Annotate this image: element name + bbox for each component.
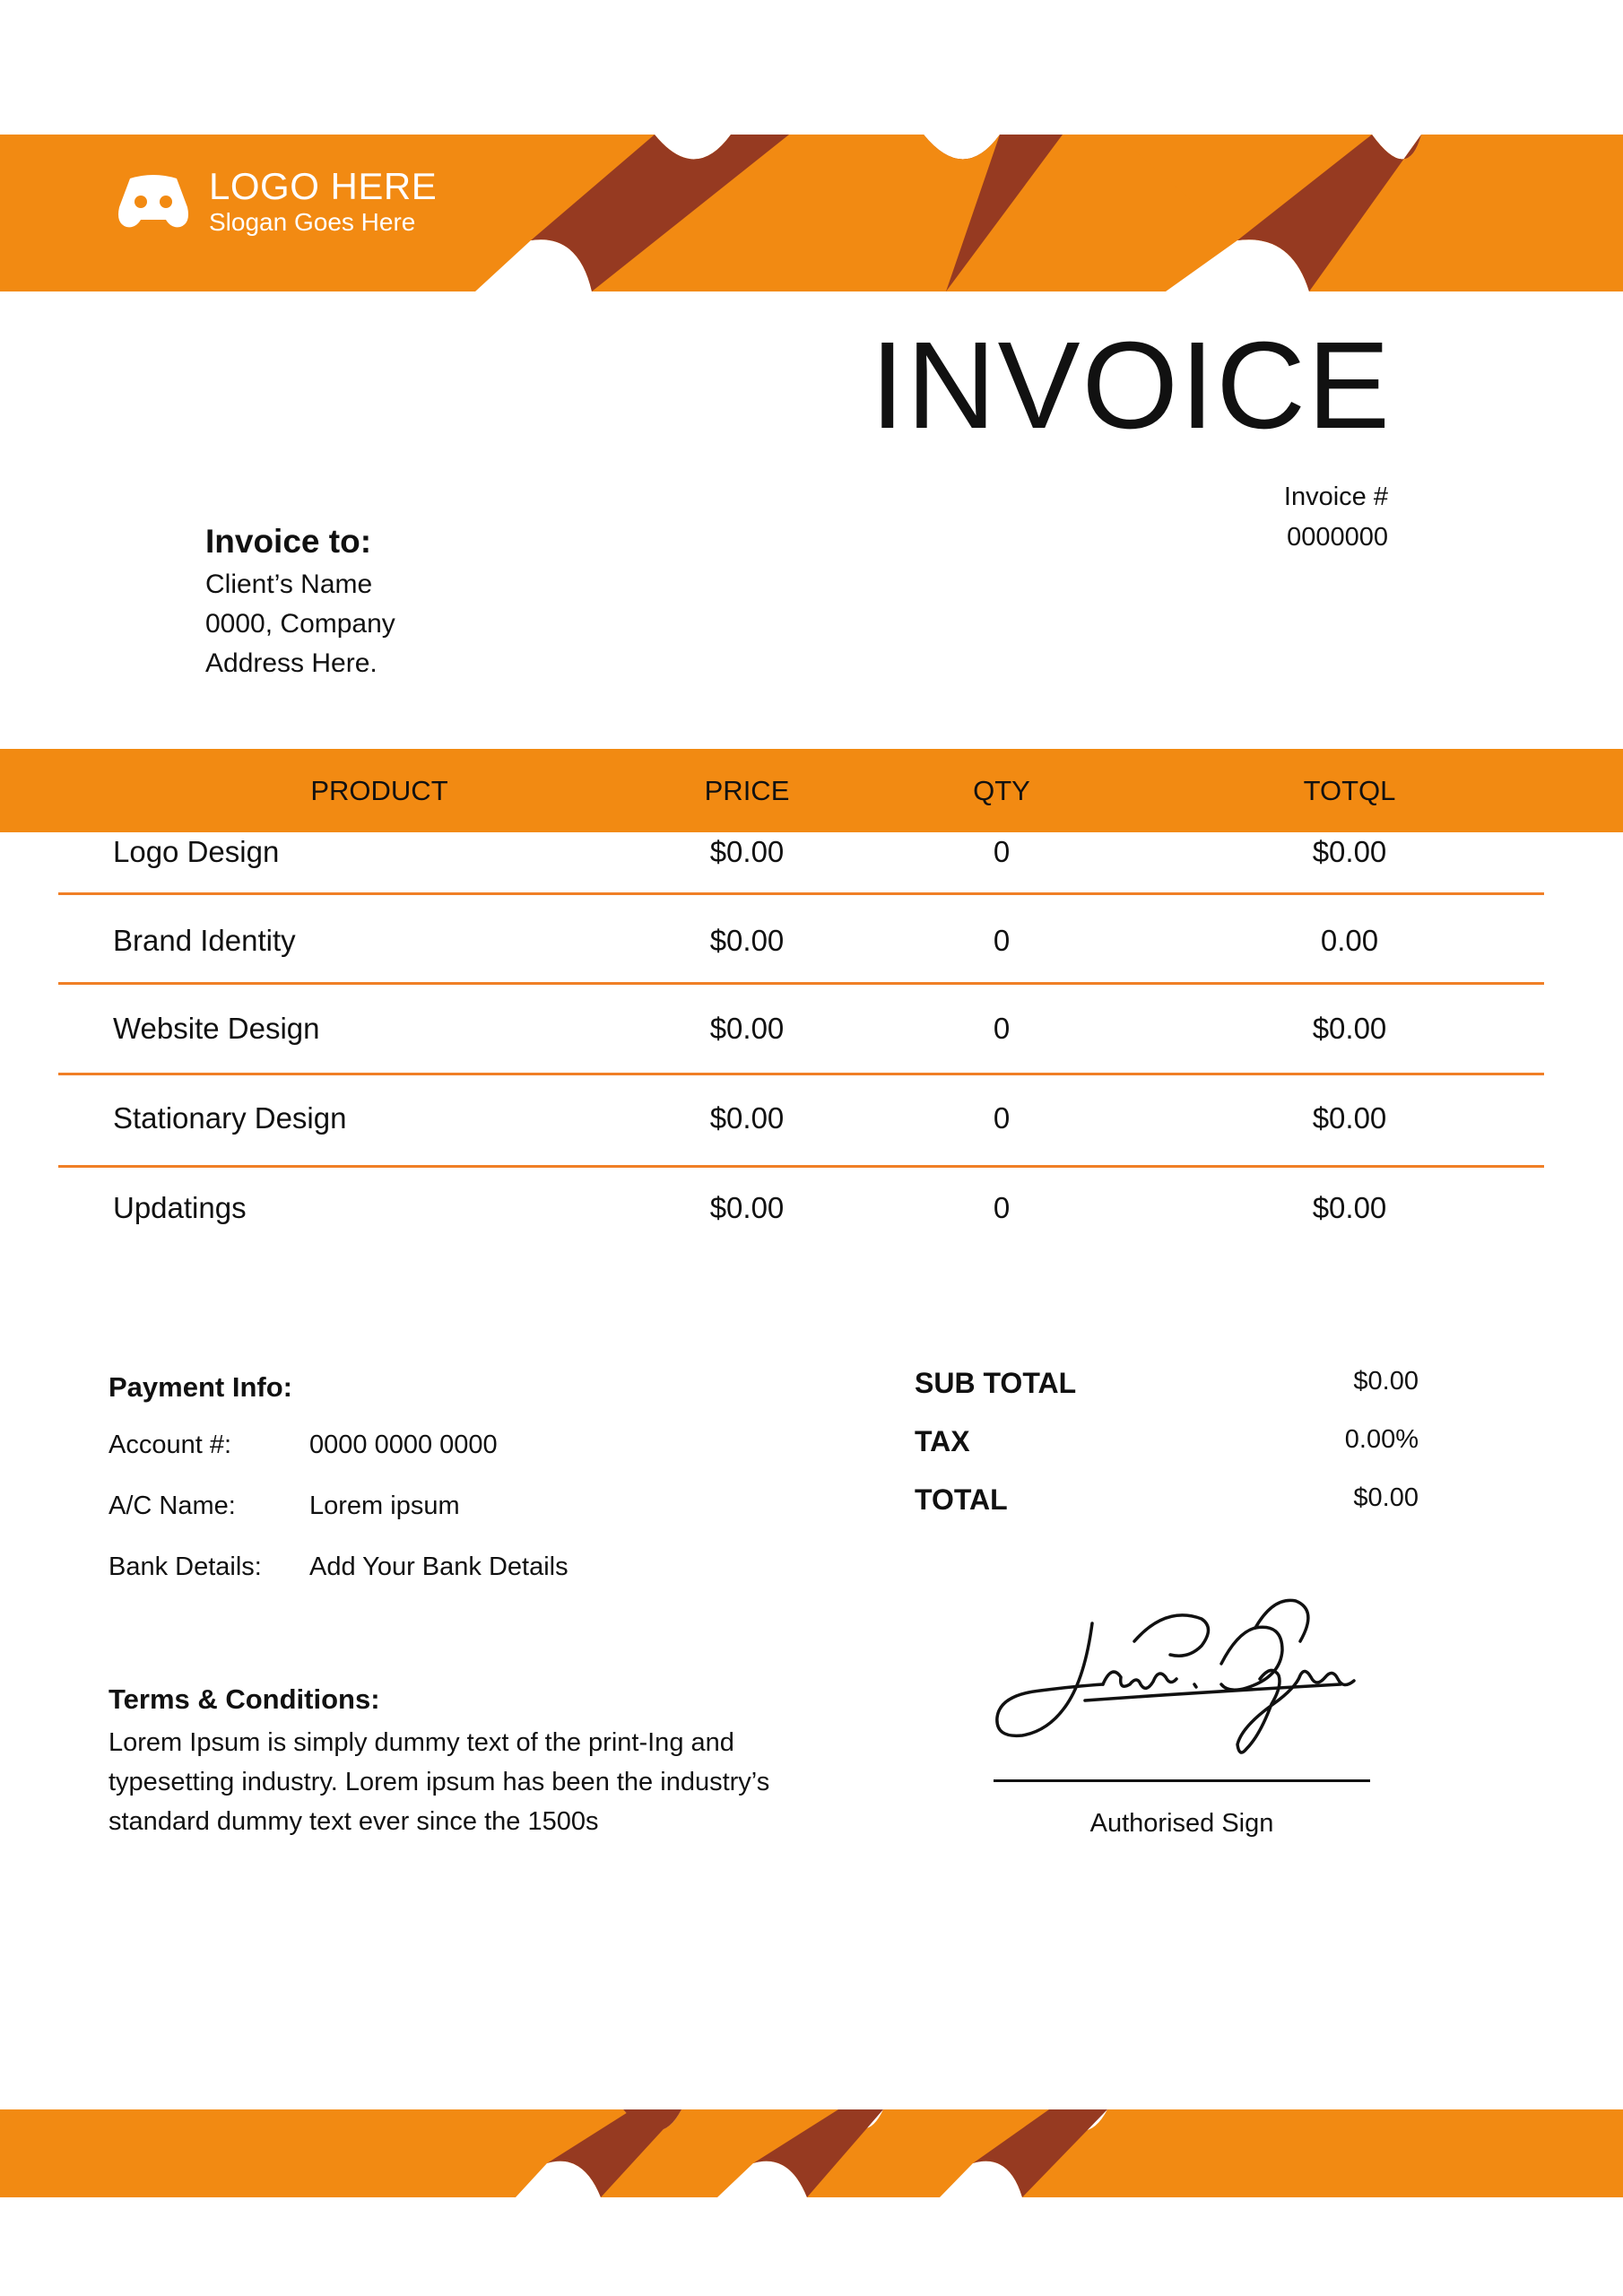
product-cell: Logo Design [113, 835, 280, 868]
terms-title: Terms & Conditions: [108, 1683, 380, 1715]
price-cell: $0.00 [709, 1101, 785, 1135]
qty-cell: 0 [993, 1012, 1011, 1045]
logo-title: LOGO HERE [209, 165, 438, 207]
tax-value: 0.00% [1344, 1425, 1419, 1454]
account-name-label: A/C Name: [108, 1492, 236, 1520]
account-number-row [108, 1425, 568, 1486]
product-cell: Stationary Design [113, 1101, 347, 1135]
price-cell: $0.00 [709, 835, 785, 868]
bank-details-row [108, 1547, 568, 1608]
payment-info [108, 1368, 568, 1608]
total-value: $0.00 [1353, 1483, 1419, 1512]
column-header-qty: QTY [973, 775, 1030, 806]
total-cell: $0.00 [1312, 1191, 1387, 1224]
table-row [0, 1099, 1623, 1188]
qty-cell: 0 [993, 924, 1011, 957]
subtotal-value: $0.00 [1353, 1367, 1419, 1396]
table-row [0, 1188, 1623, 1278]
terms-line: typesetting industry. Lorem ipsum has been the industry’s [108, 1768, 770, 1796]
product-cell: Brand Identity [113, 924, 296, 957]
footer-band [0, 2099, 1623, 2215]
signature-label: Authorised Sign [1089, 1809, 1274, 1838]
price-cell: $0.00 [709, 1191, 785, 1224]
client-company: 0000, Company [205, 609, 395, 639]
bill-to-label: Invoice to: [205, 523, 372, 560]
total-label: TOTAL [915, 1483, 1008, 1516]
logo-slogan: Slogan Goes Here [209, 208, 416, 236]
invoice-number-block [1284, 477, 1388, 558]
bank-details-value: Add Your Bank Details [309, 1552, 568, 1581]
row-divider [58, 1073, 1544, 1075]
table-row [0, 832, 1623, 922]
game-controller-icon [112, 171, 195, 232]
row-divider [58, 1165, 1544, 1168]
table-header [0, 749, 1623, 832]
total-cell: $0.00 [1312, 835, 1387, 868]
terms-line: Lorem Ipsum is simply dummy text of the print-Ing and [108, 1728, 734, 1757]
column-header-total: TOTQL [1303, 775, 1396, 806]
qty-cell: 0 [993, 1101, 1011, 1135]
bank-details-label: Bank Details: [108, 1552, 262, 1581]
row-divider [58, 892, 1544, 895]
qty-cell: 0 [993, 1191, 1011, 1224]
subtotal-row [915, 1363, 1419, 1422]
client-name: Client’s Name [205, 570, 373, 599]
account-name-row [108, 1486, 568, 1547]
account-number-label: Account #: [108, 1431, 232, 1459]
account-number-value: 0000 0000 0000 [309, 1431, 498, 1459]
product-cell: Website Design [113, 1012, 320, 1045]
price-cell: $0.00 [709, 1012, 785, 1045]
signature-image [986, 1578, 1381, 1767]
row-divider [58, 982, 1544, 985]
table-row [0, 921, 1623, 1011]
terms-line: standard dummy text ever since the 1500s [108, 1807, 599, 1836]
table-row [0, 1009, 1623, 1099]
price-cell: $0.00 [709, 924, 785, 957]
company-logo [112, 166, 437, 238]
tax-label: TAX [915, 1425, 970, 1457]
invoice-number-label: Invoice # [1283, 483, 1388, 511]
subtotal-label: SUB TOTAL [915, 1367, 1077, 1399]
payment-info-title: Payment Info: [108, 1371, 292, 1403]
total-cell: $0.00 [1312, 1101, 1387, 1135]
bill-to-block [205, 518, 395, 683]
totals-block [915, 1363, 1419, 1538]
signature-line [994, 1779, 1370, 1782]
terms-conditions [108, 1680, 844, 1841]
qty-cell: 0 [993, 835, 1011, 868]
invoice-number-value: 0000000 [1287, 523, 1388, 552]
total-row [915, 1480, 1419, 1538]
total-cell: $0.00 [1312, 1012, 1387, 1045]
tax-row [915, 1422, 1419, 1480]
total-cell: 0.00 [1320, 924, 1379, 957]
client-address: Address Here. [205, 648, 378, 678]
account-name-value: Lorem ipsum [309, 1492, 460, 1520]
product-cell: Updatings [113, 1191, 247, 1224]
invoice-title: INVOICE [870, 317, 1392, 455]
column-header-product: PRODUCT [310, 775, 448, 806]
column-header-price: PRICE [704, 775, 790, 806]
